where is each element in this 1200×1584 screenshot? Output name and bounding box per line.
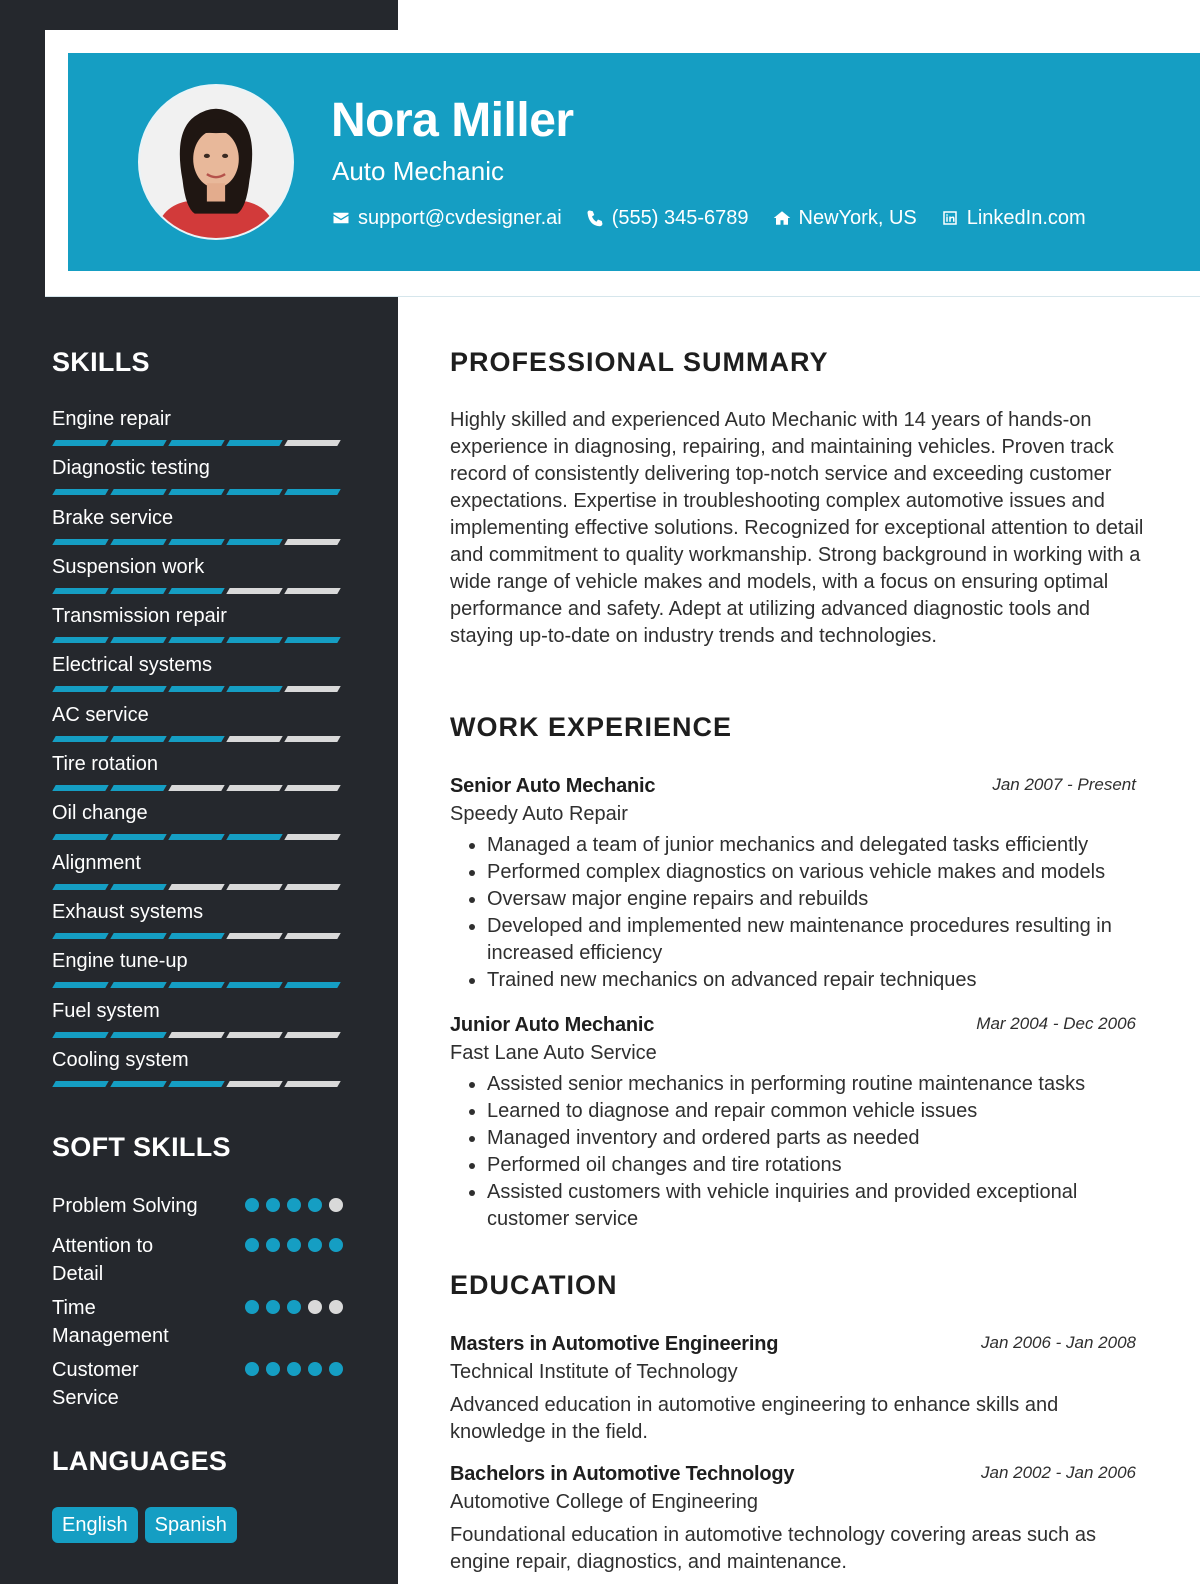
rating-dot xyxy=(245,1300,259,1314)
skill-level-segment xyxy=(52,440,108,446)
skill-item xyxy=(52,454,352,503)
skill-level-segment xyxy=(284,933,340,939)
rating-dot xyxy=(287,1362,301,1376)
profile-photo xyxy=(140,86,292,238)
rating-dot xyxy=(287,1238,301,1252)
rating-dot xyxy=(329,1198,343,1212)
phone-icon xyxy=(586,209,604,227)
skill-level-segment xyxy=(226,539,282,545)
skill-label: Transmission repair xyxy=(52,605,227,628)
rating-dot xyxy=(266,1198,280,1212)
education-dates: Jan 2006 - Jan 2008 xyxy=(980,1333,1136,1352)
home-icon xyxy=(773,209,791,227)
summary-text: Highly skilled and experienced Auto Mechanic with 14 years of hands-on experience in diagnosing, repairing, and maintaining vehicles. Proven track record of consistently delivering top-notch service and exceeding customer expectations. Expertise in troubleshooting complex automotive issues and implementing effective solutions. Recognized for exceptional attention to detail and commitment to quality workmanship. Strong background in working with a wide range of vehicle makes and models, with a focus on ensuring optimal performance and safety. Adept at utilizing advanced diagnostic tools and staying up-to-date on industry trends and technologies. xyxy=(450,409,1144,647)
soft-skill-item xyxy=(52,1232,348,1288)
skill-level-segment xyxy=(110,588,166,594)
skills-heading: SKILLS xyxy=(52,347,150,377)
skill-level-segment xyxy=(168,1032,224,1038)
skill-level-segment xyxy=(52,933,108,939)
rating-dot xyxy=(287,1300,301,1314)
skill-level-bar xyxy=(54,736,339,742)
skill-level-segment xyxy=(52,736,108,742)
skill-level-segment xyxy=(226,834,282,840)
rating-dot xyxy=(329,1300,343,1314)
skill-level-bar xyxy=(54,1032,339,1038)
school-name: Technical Institute of Technology xyxy=(450,1361,738,1383)
soft-skill-label: Time Management xyxy=(52,1297,169,1347)
skill-level-segment xyxy=(168,785,224,791)
soft-skills-heading: SOFT SKILLS xyxy=(52,1132,231,1162)
skill-item xyxy=(52,553,352,602)
bullet-item: • Performed oil changes and tire rotations xyxy=(487,1152,1136,1179)
bullet-item: • Managed a team of junior mechanics and delegated tasks efficiently xyxy=(487,832,1136,859)
skill-level-bar xyxy=(54,489,339,495)
rating-dot xyxy=(287,1198,301,1212)
skill-label: Oil change xyxy=(52,802,148,825)
language-badge: Spanish xyxy=(145,1507,237,1543)
skill-level-segment xyxy=(168,686,224,692)
job-title: Auto Mechanic xyxy=(332,156,504,186)
skill-level-segment xyxy=(52,539,108,545)
skill-level-segment xyxy=(110,834,166,840)
skill-level-segment xyxy=(168,982,224,988)
skill-item xyxy=(52,997,352,1046)
experience-entry xyxy=(450,1011,1136,1233)
contact-phone[interactable] xyxy=(586,204,749,232)
experience-heading: WORK EXPERIENCE xyxy=(450,712,733,742)
skill-level-segment xyxy=(110,489,166,495)
skill-item xyxy=(52,799,352,848)
person-name: Nora Miller xyxy=(331,94,574,147)
degree-title: Bachelors in Automotive Technology xyxy=(450,1463,795,1485)
languages-list xyxy=(52,1507,237,1543)
skill-level-bar xyxy=(54,637,339,643)
skill-label: Cooling system xyxy=(52,1048,189,1071)
skill-label: Tire rotation xyxy=(52,753,158,776)
bullet-item: • Learned to diagnose and repair common vehicle issues xyxy=(487,1098,1136,1125)
skill-level-segment xyxy=(110,539,166,545)
skill-item xyxy=(52,898,352,947)
rating-dot xyxy=(308,1300,322,1314)
soft-skill-label: Customer Service xyxy=(52,1359,139,1409)
skill-label: Engine tune-up xyxy=(52,950,188,973)
job-company: Fast Lane Auto Service xyxy=(450,1042,657,1064)
skill-level-segment xyxy=(168,637,224,643)
skill-label: Exhaust systems xyxy=(52,900,204,923)
skill-item xyxy=(52,1046,352,1095)
skill-level-bar xyxy=(54,588,339,594)
skill-level-segment xyxy=(110,686,166,692)
skill-item xyxy=(52,849,352,898)
rating-dot xyxy=(245,1198,259,1212)
skill-level-segment xyxy=(284,1081,340,1087)
education-heading: EDUCATION xyxy=(450,1270,618,1300)
skill-level-segment xyxy=(110,1081,166,1087)
school-name: Automotive College of Engineering xyxy=(450,1491,758,1513)
linkedin-icon xyxy=(941,209,959,227)
bullet-item: • Oversaw major engine repairs and rebuilds xyxy=(487,886,1136,913)
skill-level-segment xyxy=(168,933,224,939)
skill-level-segment xyxy=(110,982,166,988)
bullet-item: • Developed and implemented new maintenance procedures resulting in increased efficiency xyxy=(487,913,1136,967)
contact-bar xyxy=(332,204,1086,232)
contact-location xyxy=(773,204,917,232)
job-position: Senior Auto Mechanic xyxy=(450,775,656,797)
summary-heading: PROFESSIONAL SUMMARY xyxy=(450,347,829,377)
job-dates: Jan 2007 - Present xyxy=(992,775,1136,794)
skill-level-segment xyxy=(226,933,282,939)
skill-level-segment xyxy=(284,982,340,988)
skill-level-segment xyxy=(110,736,166,742)
soft-skill-label: Problem Solving xyxy=(52,1195,198,1217)
skill-level-segment xyxy=(284,686,340,692)
skill-level-segment xyxy=(52,1081,108,1087)
skill-level-segment xyxy=(284,489,340,495)
job-company: Speedy Auto Repair xyxy=(450,803,628,825)
skill-level-segment xyxy=(226,686,282,692)
skill-level-segment xyxy=(284,1032,340,1038)
skill-level-segment xyxy=(284,588,340,594)
education-description: Foundational education in automotive technology covering areas such as engine repair, diagnostics, and maintenance. xyxy=(450,1524,1096,1573)
skill-level-bar xyxy=(54,884,339,890)
skill-level-segment xyxy=(52,588,108,594)
soft-skill-rating xyxy=(245,1362,343,1376)
skill-level-segment xyxy=(168,489,224,495)
skill-level-segment xyxy=(168,440,224,446)
skill-label: Diagnostic testing xyxy=(52,457,210,480)
rating-dot xyxy=(266,1238,280,1252)
skill-level-segment xyxy=(226,785,282,791)
rating-dot xyxy=(245,1238,259,1252)
degree-title: Masters in Automotive Engineering xyxy=(450,1333,779,1355)
skill-level-segment xyxy=(52,834,108,840)
education-entry xyxy=(450,1460,1136,1576)
skill-level-segment xyxy=(284,637,340,643)
soft-skills-list xyxy=(52,1192,348,1418)
skills-list xyxy=(52,405,352,1095)
soft-skill-rating xyxy=(245,1198,343,1212)
education-dates: Jan 2002 - Jan 2006 xyxy=(980,1463,1136,1482)
job-dates: Mar 2004 - Dec 2006 xyxy=(976,1014,1136,1033)
skill-item xyxy=(52,405,352,454)
skill-level-segment xyxy=(226,489,282,495)
skill-level-segment xyxy=(226,637,282,643)
skill-level-segment xyxy=(110,785,166,791)
skill-label: Engine repair xyxy=(52,408,171,430)
skill-label: Fuel system xyxy=(52,999,160,1022)
skill-item xyxy=(52,602,352,651)
skill-level-segment xyxy=(284,736,340,742)
skill-level-bar xyxy=(54,933,339,939)
skill-level-segment xyxy=(52,884,108,890)
skill-level-segment xyxy=(52,489,108,495)
phone-text: (555) 345-6789 xyxy=(611,207,749,229)
skill-label: Electrical systems xyxy=(52,654,213,677)
skill-label: Alignment xyxy=(52,851,141,874)
skill-label: Brake service xyxy=(52,506,174,529)
soft-skill-item xyxy=(52,1356,348,1412)
skill-level-segment xyxy=(110,637,166,643)
skill-level-segment xyxy=(52,637,108,643)
skill-level-segment xyxy=(168,539,224,545)
soft-skill-label: Attention to Detail xyxy=(52,1235,154,1285)
skill-item xyxy=(52,651,352,700)
skill-level-segment xyxy=(110,933,166,939)
skill-item xyxy=(52,947,352,996)
rating-dot xyxy=(308,1238,322,1252)
skill-level-segment xyxy=(52,785,108,791)
skill-level-segment xyxy=(168,1081,224,1087)
job-bullets xyxy=(450,832,1136,994)
skill-item xyxy=(52,750,352,799)
skill-level-segment xyxy=(284,884,340,890)
languages-heading: LANGUAGES xyxy=(52,1446,228,1476)
skill-level-segment xyxy=(226,982,282,988)
job-bullets xyxy=(450,1071,1136,1233)
skill-level-segment xyxy=(226,1081,282,1087)
linkedin-text: LinkedIn.com xyxy=(966,207,1086,229)
skill-level-bar xyxy=(54,440,339,446)
skill-level-bar xyxy=(54,834,339,840)
skill-level-segment xyxy=(168,736,224,742)
rating-dot xyxy=(308,1362,322,1376)
contact-linkedin[interactable] xyxy=(941,204,1086,232)
email-text: support@cvdesigner.ai xyxy=(358,207,562,229)
bullet-item: • Performed complex diagnostics on various vehicle makes and models xyxy=(487,859,1136,886)
education-description: Advanced education in automotive engineering to enhance skills and knowledge in the field. xyxy=(450,1394,1059,1443)
skill-label: AC service xyxy=(52,703,149,726)
skill-level-segment xyxy=(110,440,166,446)
bullet-item: • Trained new mechanics on advanced repair techniques xyxy=(487,967,1136,994)
rating-dot xyxy=(266,1362,280,1376)
soft-skill-rating xyxy=(245,1238,343,1252)
skill-level-segment xyxy=(110,1032,166,1038)
rating-dot xyxy=(308,1198,322,1212)
soft-skill-rating xyxy=(245,1300,343,1314)
skill-level-bar xyxy=(54,686,339,692)
bullet-item: • Assisted senior mechanics in performing routine maintenance tasks xyxy=(487,1071,1136,1098)
skill-level-bar xyxy=(54,539,339,545)
skill-level-segment xyxy=(52,1032,108,1038)
language-badge: English xyxy=(52,1507,138,1543)
skill-level-segment xyxy=(226,1032,282,1038)
skill-level-segment xyxy=(110,884,166,890)
skill-level-segment xyxy=(284,440,340,446)
soft-skill-item xyxy=(52,1192,348,1226)
avatar xyxy=(138,84,294,240)
skill-level-segment xyxy=(168,588,224,594)
skill-label: Suspension work xyxy=(52,555,205,578)
skill-level-segment xyxy=(226,736,282,742)
skill-level-segment xyxy=(284,834,340,840)
skill-level-bar xyxy=(54,1081,339,1087)
rating-dot xyxy=(266,1300,280,1314)
skill-item xyxy=(52,701,352,750)
rating-dot xyxy=(329,1362,343,1376)
bullet-item: • Managed inventory and ordered parts as needed xyxy=(487,1125,1136,1152)
skill-level-segment xyxy=(52,686,108,692)
soft-skill-item xyxy=(52,1294,348,1350)
location-text: NewYork, US xyxy=(798,207,917,229)
rating-dot xyxy=(329,1238,343,1252)
job-position: Junior Auto Mechanic xyxy=(450,1014,655,1036)
skill-level-segment xyxy=(284,539,340,545)
contact-email[interactable] xyxy=(332,204,562,232)
skill-level-segment xyxy=(226,588,282,594)
skill-level-segment xyxy=(168,884,224,890)
experience-entry xyxy=(450,772,1136,994)
skill-level-segment xyxy=(226,440,282,446)
envelope-icon xyxy=(332,209,350,227)
rating-dot xyxy=(245,1362,259,1376)
skill-item xyxy=(52,504,352,553)
skill-level-segment xyxy=(52,982,108,988)
skill-level-bar xyxy=(54,785,339,791)
skill-level-bar xyxy=(54,982,339,988)
skill-level-segment xyxy=(168,834,224,840)
education-entry xyxy=(450,1330,1136,1446)
skill-level-segment xyxy=(226,884,282,890)
skill-level-segment xyxy=(284,785,340,791)
bullet-item: • Assisted customers with vehicle inquiries and provided exceptional customer service xyxy=(487,1179,1136,1233)
